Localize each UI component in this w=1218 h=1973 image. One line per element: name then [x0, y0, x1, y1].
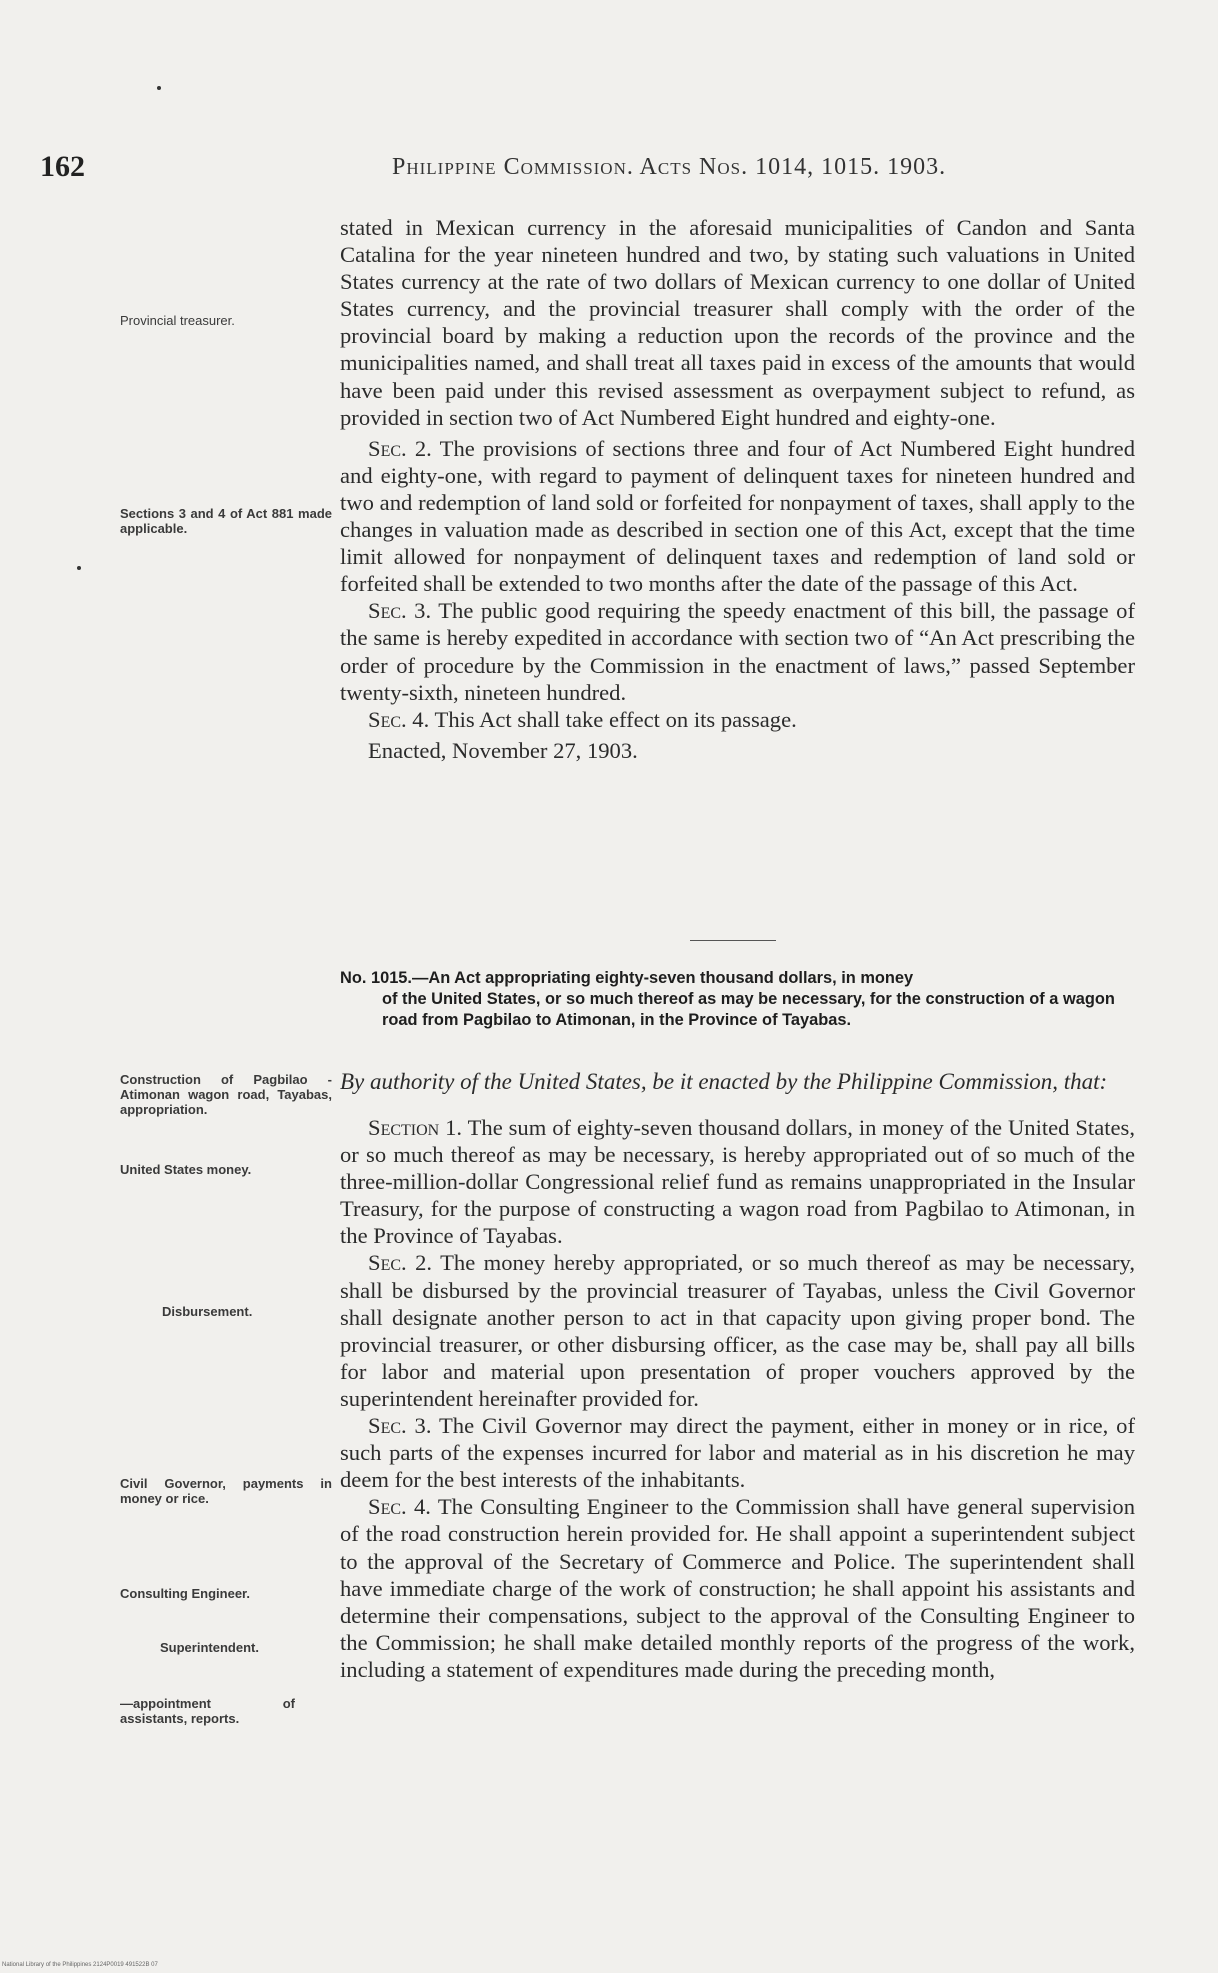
margin-note-us-money: United States money. [120, 1162, 252, 1177]
section-label: Section 1. [368, 1115, 463, 1140]
act-1015-section-4 [340, 1493, 1135, 1683]
margin-note-provincial-treasurer: Provincial treasurer. [120, 313, 235, 328]
act-1015-section-1 [340, 1114, 1135, 1249]
scan-speck [77, 566, 81, 570]
act-1014-enacted: Enacted, November 27, 1903. [368, 737, 638, 763]
enacting-clause: By authority of the United States, be it enacted by the Philippine Commission, that: [340, 1069, 1108, 1094]
section-label: Sec. 4. [368, 1494, 431, 1520]
page-header [40, 150, 1120, 190]
scan-speck [157, 86, 161, 90]
section-label: Sec. 3. [368, 598, 432, 624]
act-1015-title [340, 968, 1135, 1031]
margin-note-sections-applicable: Sections 3 and 4 of Act 881 made applicable. [120, 506, 332, 536]
section-text: The Consulting Engineer to the Commission shall have general supervision of the road construction herein provided for. He shall appoint a superintendent subject to the approval of the Secretary of Commerce and Police. The superintendent shall have immediate charge of the work of construction; he shall appoint his assistants and determine their compensations, subject to the approval of the Consulting Engineer to the Commission; he shall make detailed monthly reports of the progress of the work, including a statement of expenditures made during the preceding month, [340, 1494, 1135, 1682]
margin-note-disbursement: Disbursement. [162, 1304, 253, 1319]
act-1015-body [340, 1068, 1135, 1683]
act-1014-section-3 [340, 597, 1135, 705]
act-1014-continuation: stated in Mexican currency in the aforesaid municipalities of Candon and Santa Catalina for the year nineteen hundred and two, by stating such valuations in United States currency at the rate of two dollars of Mexican currency to one dollar of United States currency, and the provincial treasurer shall comply with the order of the provincial board by making a reduction upon the records of the province and the municipalities named, and shall treat all taxes paid in excess of the amounts that would have been paid under this revised assessment as overpayment subject to refund, as provided in section two of Act Numbered Eight hundred and eighty-one. [340, 215, 1135, 430]
act-title-first-line: No. 1015.—An Act appropriating eighty-seven thousand dollars, in money [340, 969, 914, 987]
margin-note-consulting-engineer: Consulting Engineer. [120, 1586, 251, 1601]
section-label: Sec. 3. [368, 1413, 432, 1439]
section-text: The public good requiring the speedy enactment of this bill, the passage of the same is hereby expedited in accordance with section two of “An Act prescribing the order of procedure by the Commission in the enactment of laws,” passed September twenty-sixth, nineteen hundred. [340, 598, 1135, 705]
section-label: Sec. 4. [368, 706, 430, 732]
section-text: The Civil Governor may direct the payment, either in money or in rice, of such parts of the expenses incurred for labor and material as in his discretion he may deem for the best interests of the inhabitants. [340, 1413, 1135, 1493]
act-1014-body [340, 214, 1135, 764]
section-divider [690, 940, 776, 941]
act-1015-section-2 [340, 1249, 1135, 1412]
act-1015-section-3 [340, 1412, 1135, 1493]
section-text: The provisions of sections three and four of Act Numbered Eight hundred and eighty-one, with regard to payment of delinquent taxes for nineteen hundred and two and redemption of land sold or forfeited for nonpayment of taxes, shall apply to the changes in valuation made as described in section one of this Act, except that the time limit allowed for nonpayment of delinquent taxes and redemption of land sold or forfeited shall be extended to two months after the date of the passage of this Act. [340, 435, 1135, 597]
margin-note-civil-governor: Civil Governor, payments in money or rice. [120, 1476, 332, 1506]
margin-note-construction: Construction of Pagbilao - Atimonan wagon road, Tayabas, appropriation. [120, 1072, 332, 1117]
margin-note-appointment: —appointment of assistants, reports. [120, 1696, 295, 1726]
running-head: Philippine Commission. Acts Nos. 1014, 1015. 1903. [392, 154, 947, 180]
act-1014-section-4 [340, 706, 1135, 733]
margin-note-superintendent: Superintendent. [160, 1640, 259, 1655]
act-1014-section-2 [340, 435, 1135, 598]
section-text: The money hereby appropriated, or so much thereof as may be necessary, shall be disbursed by the provincial treasurer of Tayabas, unless the Civil Governor shall designate another person to act in that capacity upon giving proper bond. The provincial treasurer, or other disbursing officer, as the case may be, shall pay all bills for labor and material upon presentation of proper vouchers approved by the superintendent hereinafter provided for. [340, 1250, 1135, 1411]
section-label: Sec. 2. [368, 435, 432, 461]
section-text: This Act shall take effect on its passage. [434, 706, 797, 732]
section-text: The sum of eighty-seven thousand dollars, in money of the United States, or so much thereof as may be necessary, is hereby appropriated out of so much of the three-million-dollar Congressional relief fund as remains unappropriated in the Insular Treasury, for the purpose of constructing a wagon road from Pagbilao to Atimonan, in the Province of Tayabas. [340, 1115, 1135, 1249]
act-title-continuation: of the United States, or so much thereof as may be necessary, for the construction of a wagon road from Pagbilao to Atimonan, in the Province of Tayabas. [382, 990, 1115, 1029]
page-number: 162 [40, 150, 85, 183]
scan-footer: National Library of the Philippines 2124P0019 491522B 07 [2, 1962, 158, 1968]
section-label: Sec. 2. [368, 1250, 433, 1276]
